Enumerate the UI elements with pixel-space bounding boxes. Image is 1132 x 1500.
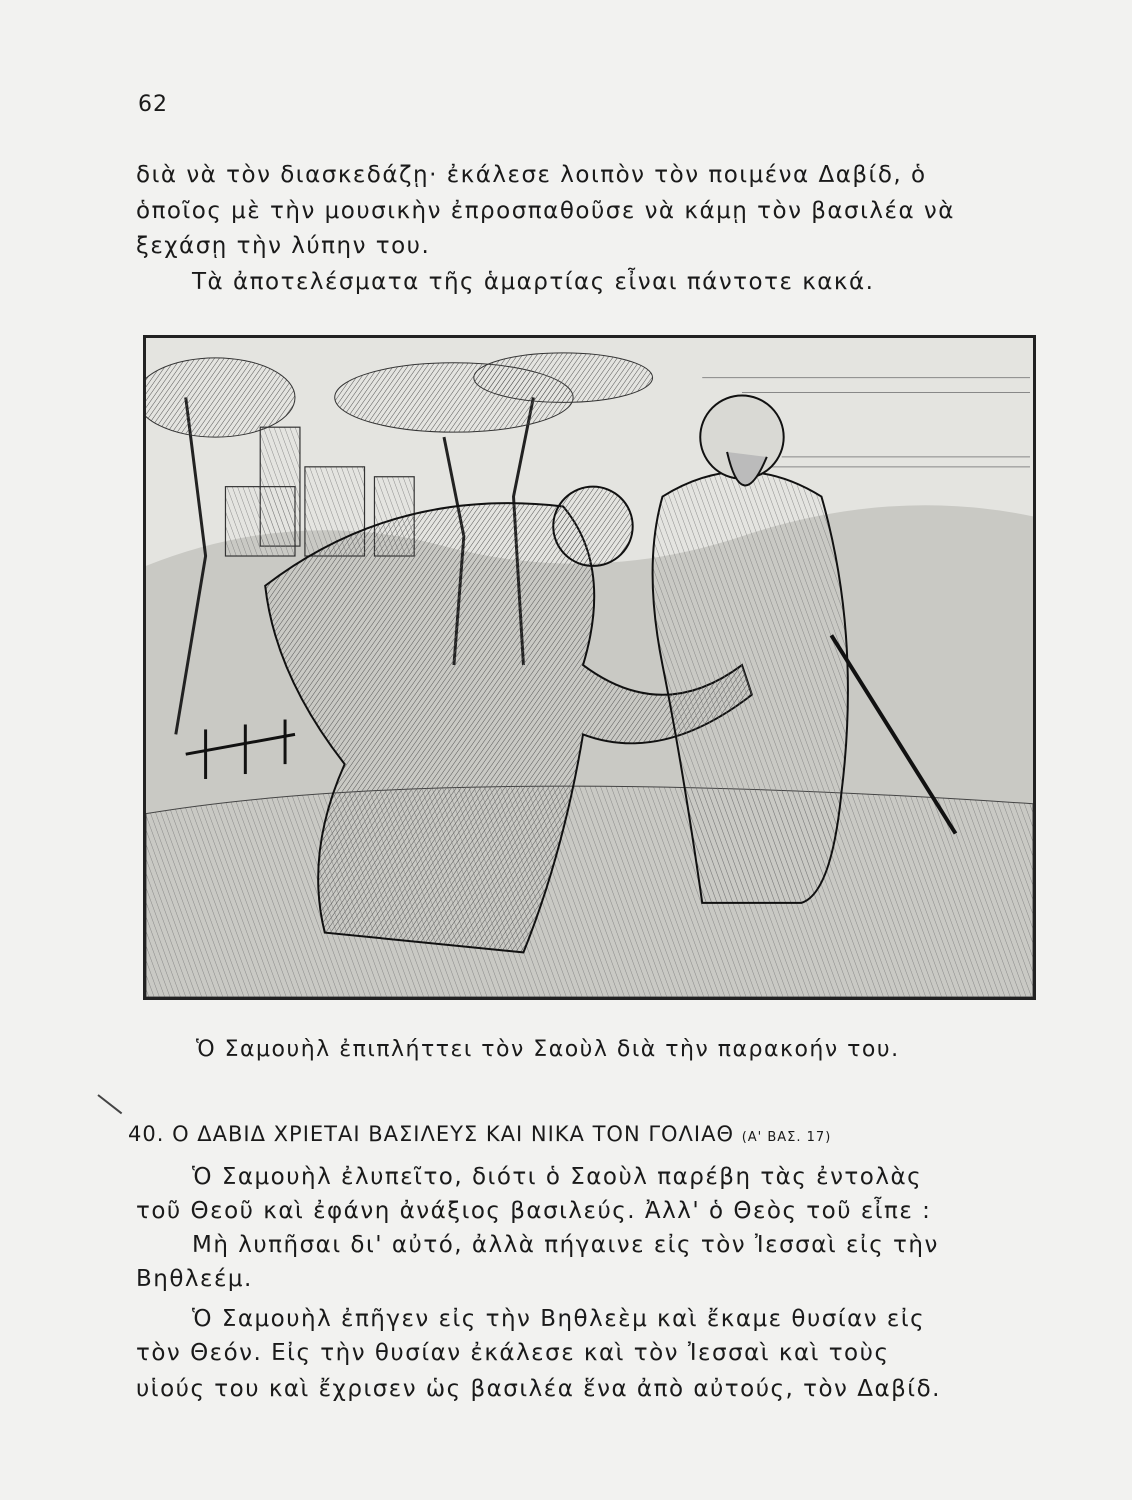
text-line: τὸν Θεόν. Εἰς τὴν θυσίαν ἐκάλεσε καὶ τὸν Ἰεσσαὶ καὶ τοὺς	[136, 1340, 890, 1366]
section-reference: (Α' ΒΑΣ. 17)	[741, 1130, 832, 1145]
text-line: υἱούς του καὶ ἔχρισεν ὡς βασιλέα ἕνα ἀπὸ αὐτούς, τὸν Δαβίδ.	[136, 1376, 941, 1402]
text-line: ὁποῖος μὲ τὴν μουσικὴν ἐπροσπαθοῦσε νὰ κάμῃ τὸν βασιλέα νὰ	[136, 198, 955, 224]
pencil-mark	[97, 1094, 122, 1114]
text-line: Ὁ Σαμουὴλ ἐλυπεῖτο, διότι ὁ Σαοὺλ παρέβη τὰς ἐντολὰς	[192, 1164, 923, 1190]
moral-line: Τὰ ἀποτελέσματα τῆς ἁμαρτίας εἶναι πάντοτε κακά.	[192, 269, 875, 295]
text-line: Μὴ λυπῆσαι δι' αὐτό, ἀλλὰ πήγαινε εἰς τὸν Ἰεσσαὶ εἰς τὴν	[192, 1232, 939, 1258]
page-number: 62	[138, 92, 168, 117]
illustration	[143, 335, 1036, 1000]
text-line: Βηθλεέμ.	[136, 1266, 253, 1292]
section-heading	[128, 1122, 831, 1146]
engraving-artwork	[146, 338, 1033, 997]
figure-caption: Ὁ Σαμουὴλ ἐπιπλήττει τὸν Σαοὺλ διὰ τὴν παρακοήν του.	[196, 1037, 900, 1062]
text-line: τοῦ Θεοῦ καὶ ἐφάνη ἀνάξιος βασιλεύς. Ἀλλ' ὁ Θεὸς τοῦ εἶπε :	[136, 1198, 932, 1224]
section-title: 40. Ο ΔΑΒΙΔ ΧΡΙΕΤΑΙ ΒΑΣΙΛΕΥΣ ΚΑΙ ΝΙΚΑ ΤΟΝ ΓΟΛΙΑΘ	[128, 1122, 735, 1146]
text-line: διὰ νὰ τὸν διασκεδάζῃ· ἐκάλεσε λοιπὸν τὸν ποιμένα Δαβίδ, ὁ	[136, 162, 927, 188]
text-line: Ὁ Σαμουὴλ ἐπῆγεν εἰς τὴν Βηθλεὲμ καὶ ἔκαμε θυσίαν εἰς	[192, 1306, 926, 1332]
text-line: ξεχάσῃ τὴν λύπην του.	[136, 233, 431, 259]
